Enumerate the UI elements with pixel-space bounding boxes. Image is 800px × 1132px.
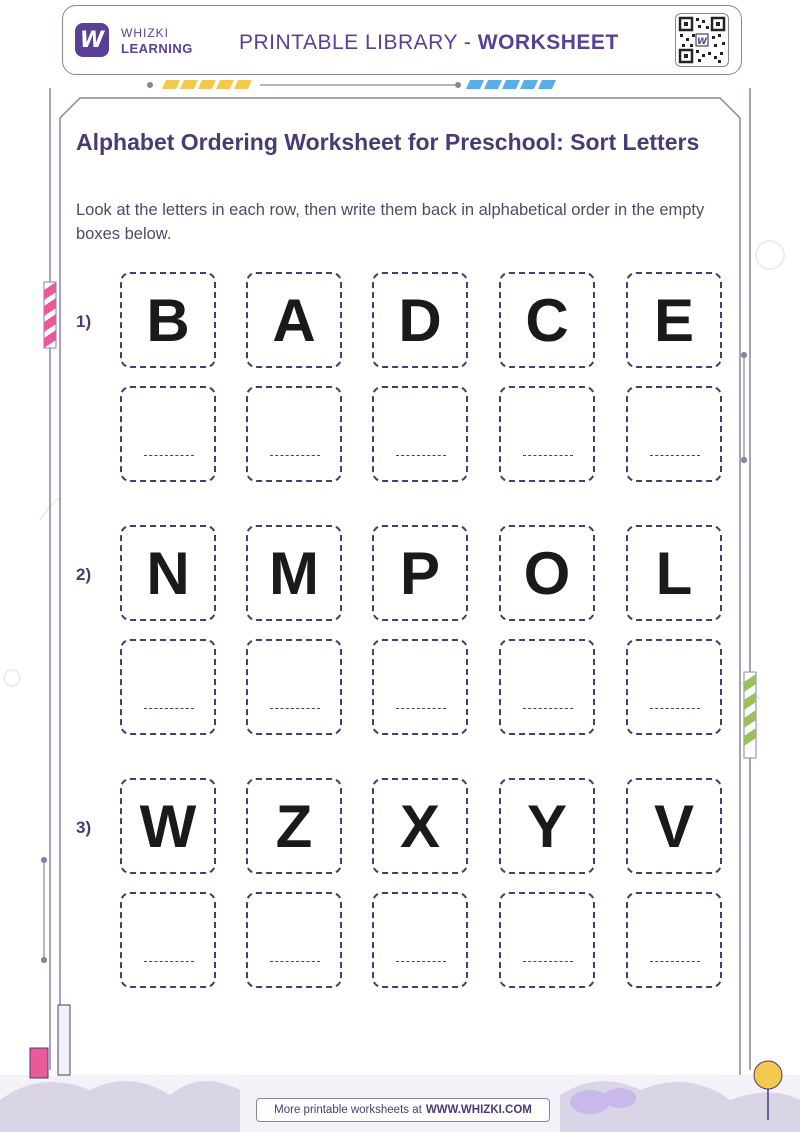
row-number-1: 1) [76, 312, 92, 331]
letter: M [269, 539, 319, 607]
letter-box [246, 525, 342, 621]
header-title-prefix: PRINTABLE LIBRARY - [239, 31, 478, 54]
letter: A [272, 286, 316, 354]
yellow-stripes [162, 80, 252, 89]
answer-box[interactable] [372, 892, 468, 988]
answer-line [144, 961, 194, 962]
letter: C [525, 286, 569, 354]
answer-box[interactable] [372, 386, 468, 482]
answer-box[interactable] [372, 639, 468, 735]
letter: D [398, 286, 442, 354]
header-title [239, 31, 619, 55]
footer-text: More printable worksheets at [274, 1104, 422, 1116]
answer-line [396, 708, 446, 709]
letter: Z [275, 792, 313, 860]
answer-line [270, 961, 320, 962]
row-number-2: 2) [76, 565, 92, 584]
letter: E [653, 286, 695, 354]
letter: B [146, 286, 190, 354]
letter-box [120, 272, 216, 368]
instructions: Look at the letters in each row, then write them back in alphabetical order in the empty boxes below. [76, 201, 705, 243]
letter-box [372, 272, 468, 368]
page-title: Alphabet Ordering Worksheet for Preschool: Sort Letters [76, 129, 700, 155]
answer-box[interactable] [626, 639, 722, 735]
answer-box[interactable] [120, 892, 216, 988]
letter-box [499, 778, 595, 874]
letter: X [399, 792, 441, 860]
letter: N [146, 539, 190, 607]
answer-line [523, 455, 573, 456]
answer-box[interactable] [246, 386, 342, 482]
answer-box[interactable] [120, 386, 216, 482]
qr-code-icon[interactable] [675, 13, 729, 67]
letter-box [372, 778, 468, 874]
letter-box [626, 778, 722, 874]
letter-box [626, 525, 722, 621]
answer-box[interactable] [499, 386, 595, 482]
letter-box [499, 272, 595, 368]
site-header [62, 5, 742, 75]
letter: V [653, 792, 695, 860]
row-number-3: 3) [76, 818, 92, 837]
letter: Y [526, 792, 568, 860]
answer-box[interactable] [246, 892, 342, 988]
letter-box [120, 778, 216, 874]
brand-subtitle: LEARNING [121, 41, 193, 56]
letter-box [626, 272, 722, 368]
footer-banner [256, 1098, 550, 1122]
letter-box [246, 272, 342, 368]
answer-line [523, 961, 573, 962]
letter: W [139, 792, 197, 860]
answer-line [523, 708, 573, 709]
whizki-logo-icon[interactable]: W [75, 23, 109, 57]
answer-line [396, 961, 446, 962]
brand-name: WHIZKI [121, 26, 169, 40]
answer-box[interactable] [626, 892, 722, 988]
answer-line [270, 455, 320, 456]
letter: L [655, 539, 693, 607]
answer-line [144, 455, 194, 456]
answer-line [270, 708, 320, 709]
letter: O [523, 539, 571, 607]
answer-line [144, 708, 194, 709]
letter: P [399, 539, 441, 607]
answer-line [396, 455, 446, 456]
letter-box [246, 778, 342, 874]
answer-line [650, 455, 700, 456]
letter-box [372, 525, 468, 621]
answer-box[interactable] [120, 639, 216, 735]
answer-box[interactable] [246, 639, 342, 735]
answer-line [650, 961, 700, 962]
svg-text:W: W [697, 37, 707, 47]
answer-line [650, 708, 700, 709]
footer-link[interactable]: WWW.WHIZKI.COM [425, 1104, 532, 1116]
header-title-bold: WORKSHEET [477, 31, 619, 54]
blue-stripes [466, 80, 556, 89]
answer-box[interactable] [499, 892, 595, 988]
letter-box [120, 525, 216, 621]
letter-box [499, 525, 595, 621]
answer-box[interactable] [499, 639, 595, 735]
answer-box[interactable] [626, 386, 722, 482]
